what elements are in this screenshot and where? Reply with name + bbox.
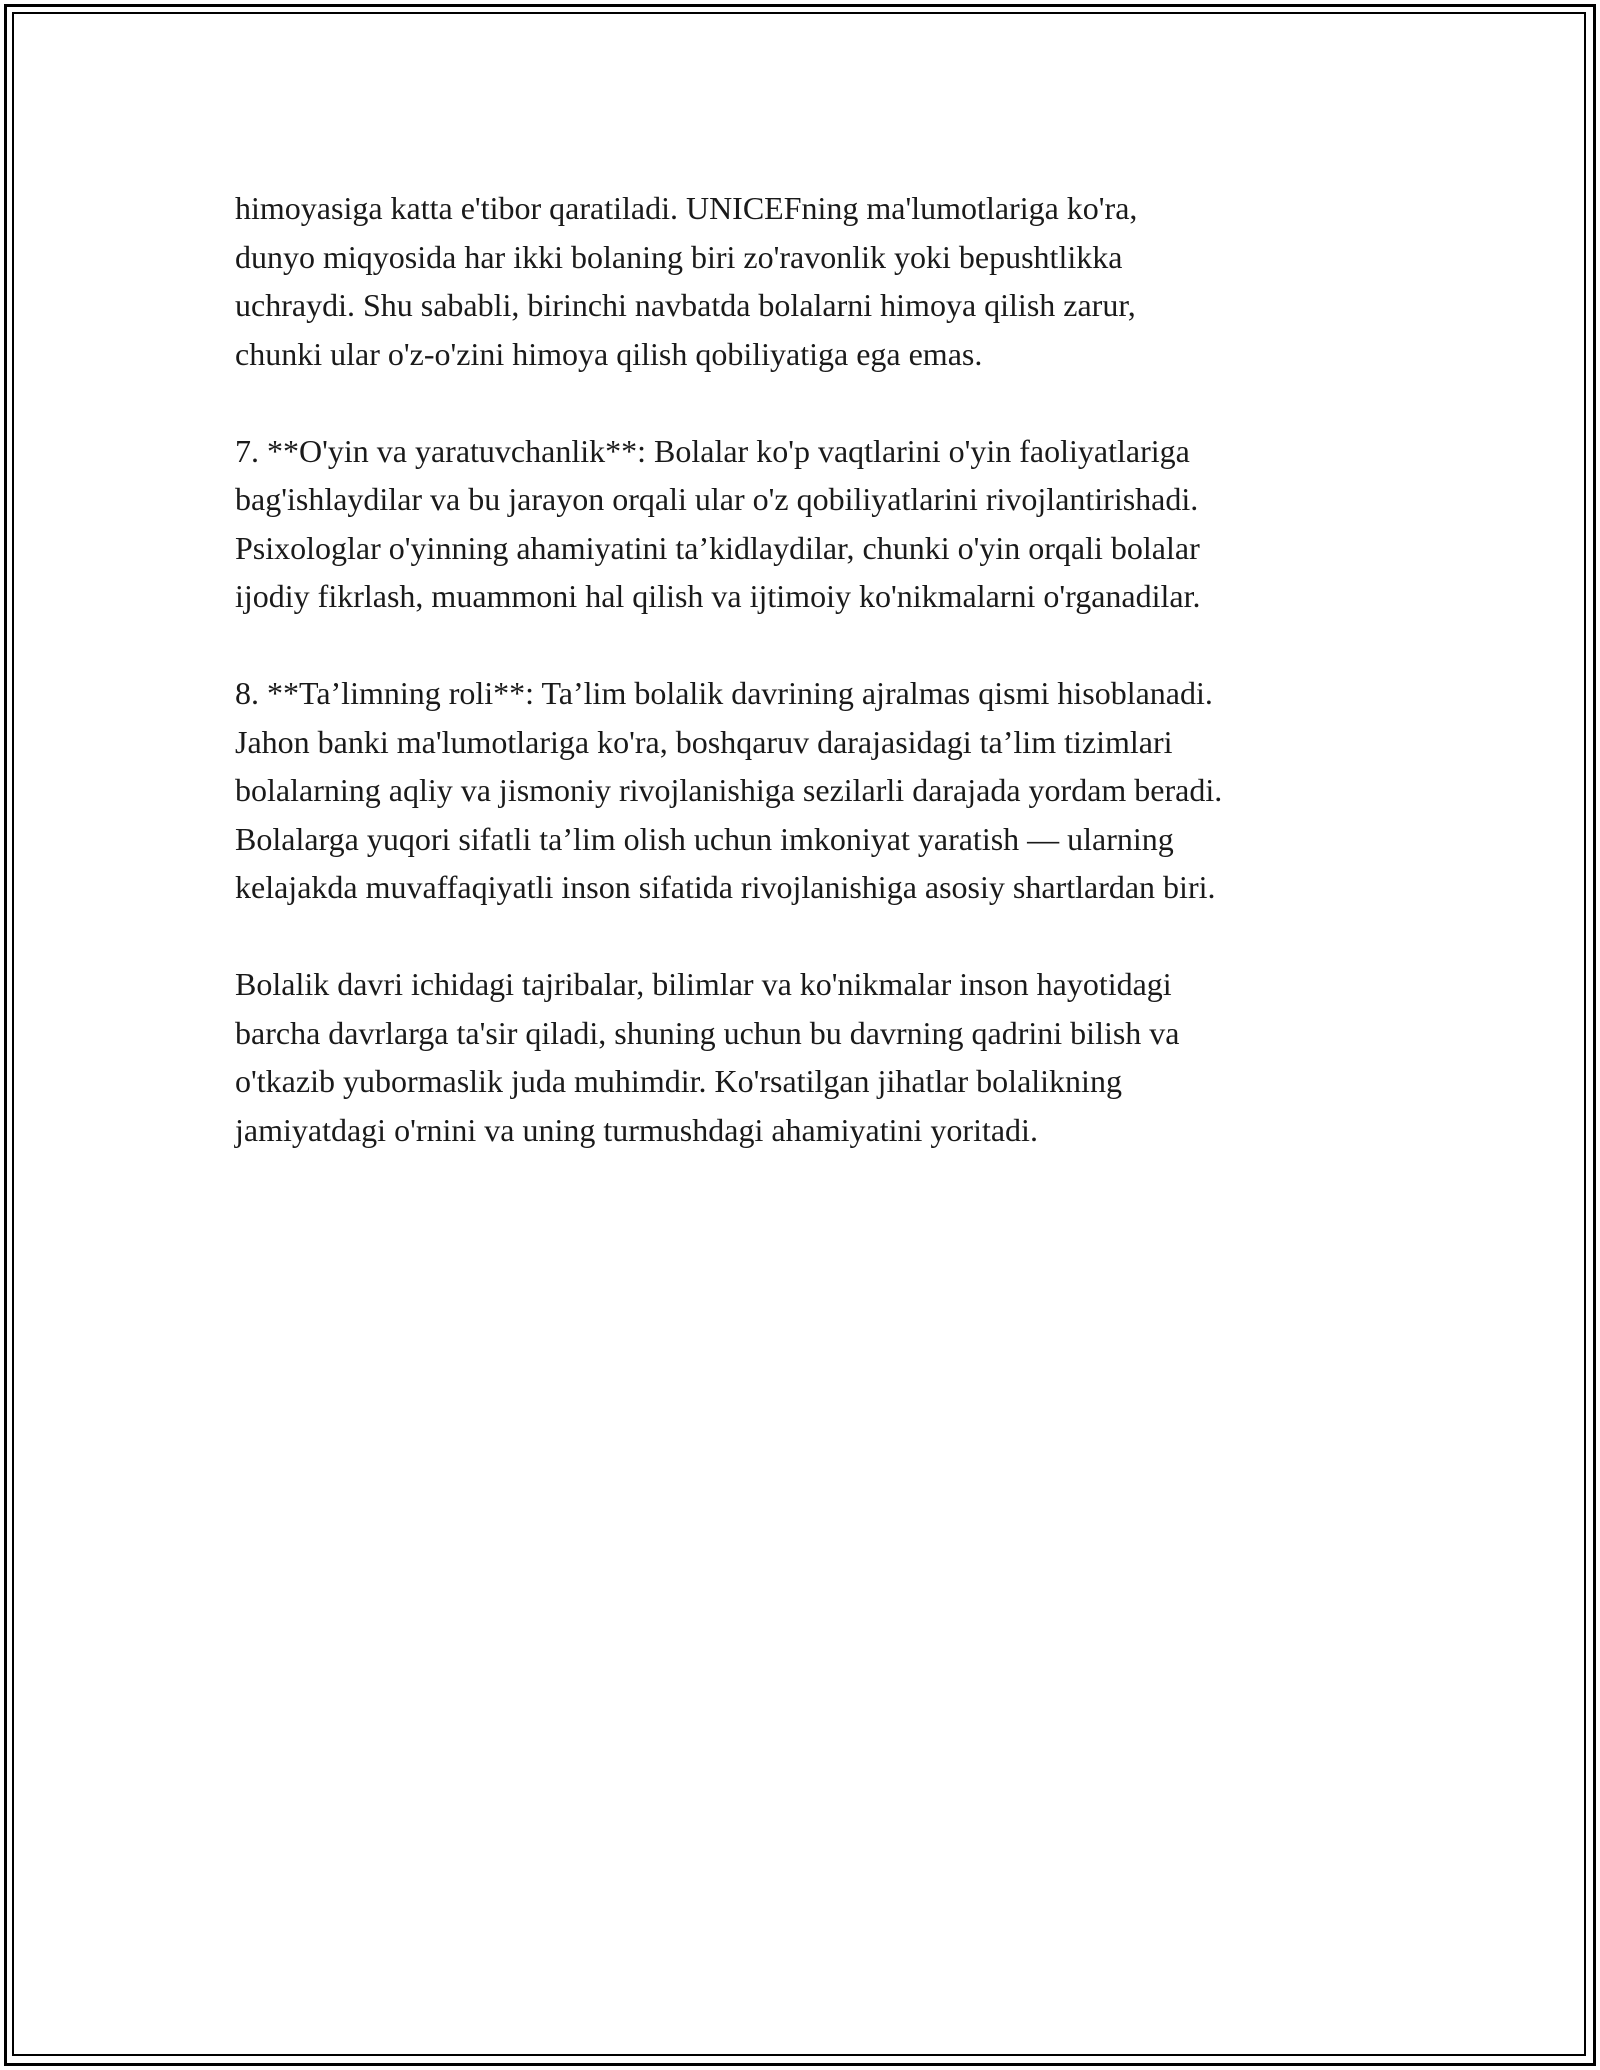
paragraph-education-role bbox=[235, 669, 1415, 912]
text-line: jamiyatdagi o'rnini va uning turmushdagi ahamiyatini yoritadi. bbox=[235, 1111, 1038, 1148]
text-line: ijodiy fikrlash, muammoni hal qilish va ijtimoiy ko'nikmalarni o'rganadilar. bbox=[235, 578, 1201, 614]
text-line: Bolalarga yuqori sifatli ta’lim olish uchun imkoniyat yaratish — ularning bbox=[235, 820, 1174, 857]
paragraph-child-protection bbox=[235, 184, 1415, 378]
text-line: barcha davrlarga ta'sir qiladi, shuning uchun bu davrning qadrini bilish va bbox=[235, 1014, 1180, 1051]
text-line: uchraydi. Shu sababli, birinchi navbatda bolalarni himoya qilish zarur, bbox=[235, 287, 1136, 323]
text-line: chunki ular o'z-o'zini himoya qilish qobiliyatiga ega emas. bbox=[235, 335, 983, 372]
text-line: bag'ishlaydilar va bu jarayon orqali ular o'z qobiliyatlarini rivojlantirishadi. bbox=[235, 481, 1199, 517]
text-line: o'tkazib yubormaslik juda muhimdir. Ko'rsatilgan jihatlar bolalikning bbox=[235, 1063, 1122, 1099]
paragraph-play-creativity bbox=[235, 427, 1415, 621]
document-body bbox=[235, 184, 1415, 1203]
text-line: Psixologlar o'yinning ahamiyatini ta’kidlaydilar, chunki o'yin orqali bolalar bbox=[235, 529, 1200, 566]
text-line: Bolalik davri ichidagi tajribalar, bilimlar va ko'nikmalar inson hayotidagi bbox=[235, 966, 1172, 1002]
paragraph-conclusion bbox=[235, 960, 1415, 1154]
text-line: himoyasiga katta e'tibor qaratiladi. UNICEFning ma'lumotlariga ko'ra, bbox=[235, 190, 1138, 226]
text-line: 8. **Ta’limning roli**: Ta’lim bolalik davrining ajralmas qismi hisoblanadi. bbox=[235, 675, 1213, 711]
text-line: dunyo miqyosida har ikki bolaning biri zo'ravonlik yoki bepushtlikka bbox=[235, 238, 1123, 275]
text-line: kelajakda muvaffaqiyatli inson sifatida rivojlanishiga asosiy shartlardan biri. bbox=[235, 869, 1216, 905]
text-line: bolalarning aqliy va jismoniy rivojlanishiga sezilarli darajada yordam beradi. bbox=[235, 772, 1223, 808]
text-line: Jahon banki ma'lumotlariga ko'ra, boshqaruv darajasidagi ta’lim tizimlari bbox=[235, 723, 1173, 760]
text-line: 7. **O'yin va yaratuvchanlik**: Bolalar ko'p vaqtlarini o'yin faoliyatlariga bbox=[235, 432, 1190, 469]
